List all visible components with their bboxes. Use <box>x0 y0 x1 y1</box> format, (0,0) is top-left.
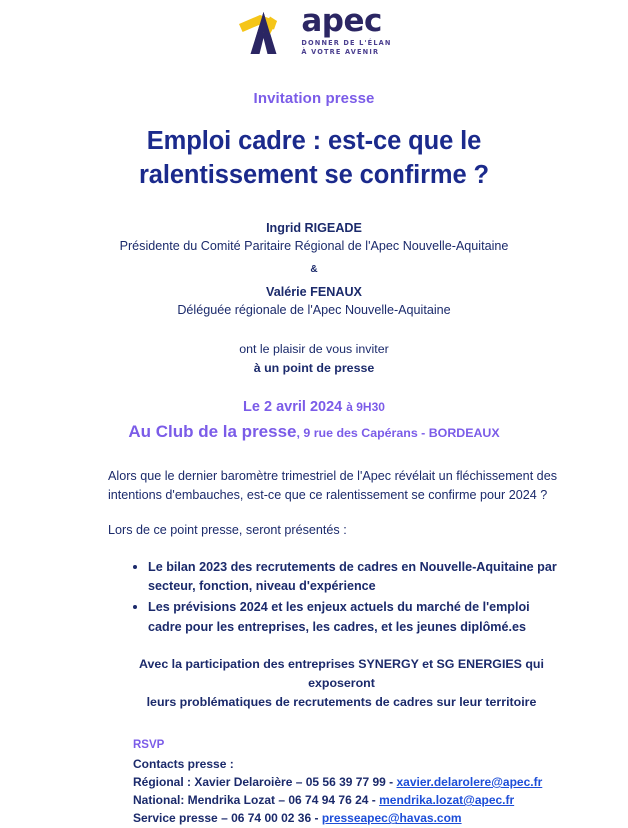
event-details <box>0 397 628 444</box>
contact-regional-text: Régional : Xavier Delaroière – 05 56 39 77 99 - <box>133 774 397 789</box>
contact-national-email[interactable]: mendrika.lozat@apec.fr <box>379 793 515 808</box>
partners-note <box>108 655 558 713</box>
partners-note-line1: Avec la participation des entreprises SYNERGY et SG ENERGIES qui exposeront <box>139 656 544 690</box>
page-title-line2: ralentissement se confirme ? <box>138 160 490 189</box>
apec-logo-mark-icon <box>236 10 292 56</box>
speaker-2-name: Valérie FENAUX <box>266 284 362 299</box>
event-time: à 9H30 <box>346 400 385 415</box>
speaker-1-role: Présidente du Comité Paritaire Régional de l'Apec Nouvelle-Aquitaine <box>119 239 509 254</box>
page-title <box>0 125 628 193</box>
invitation-line2: à un point de presse <box>253 360 375 375</box>
apec-tagline-line2: À VOTRE AVENIR <box>301 48 380 57</box>
list-item: Le bilan 2023 des recrutements de cadres en Nouvelle-Aquitaine par secteur, fonction, niveau d'expérience <box>133 558 558 596</box>
contact-regional-email[interactable]: xavier.delarolere@apec.fr <box>396 774 543 789</box>
partners-note-line2: leurs problématiques de recrutements de cadres sur leur territoire <box>146 695 537 710</box>
contact-row-regional <box>133 773 558 791</box>
invitation-statement <box>0 340 628 377</box>
apec-tagline-line1: DONNER DE L'ÉLAN <box>301 38 392 47</box>
speakers-section <box>0 219 628 320</box>
apec-tagline <box>301 39 391 58</box>
event-date: Le 2 avril 2024 <box>243 399 343 416</box>
event-address: , 9 rue des Capérans - BORDEAUX <box>296 426 500 441</box>
speaker-1-name: Ingrid RIGEADE <box>266 220 362 235</box>
event-venue-line <box>0 420 628 445</box>
rsvp-label: RSVP <box>133 739 165 752</box>
body-paragraph-2: Lors de ce point presse, seront présentés : <box>108 522 347 537</box>
page-title-line1: Emploi cadre : est-ce que le <box>146 127 482 155</box>
apec-logo <box>0 0 628 58</box>
contact-row-service-presse <box>133 809 558 827</box>
event-date-line <box>0 397 628 419</box>
kicker-invitation-presse: Invitation presse <box>253 90 375 107</box>
invitation-line1: ont le plaisir de vous inviter <box>239 342 389 357</box>
speakers-separator: & <box>310 263 318 275</box>
contact-national-text: National: Mendrika Lozat – 06 74 94 76 24 - <box>133 793 380 808</box>
contact-row-national <box>133 791 558 809</box>
contacts-title: Contacts presse : <box>133 756 234 771</box>
speaker-2-role: Déléguée régionale de l'Apec Nouvelle-Aquitaine <box>177 303 451 318</box>
agenda-list <box>108 558 558 637</box>
event-venue: Au Club de la presse <box>128 422 297 442</box>
body-paragraph-1: Alors que le dernier baromètre trimestriel de l'Apec révélait un fléchissement des intentions d'embauches, est-ce que ce ralentissement se confirme pour 2024 ? <box>108 468 557 502</box>
contact-service-presse-email[interactable]: presseapec@havas.com <box>321 811 462 826</box>
apec-wordmark: apec <box>301 3 382 40</box>
apec-logo-text <box>301 3 392 57</box>
body-content <box>0 467 628 828</box>
rsvp-section <box>108 737 558 827</box>
contact-service-presse-text: Service presse – 06 74 00 02 36 - <box>133 811 322 826</box>
list-item: Les prévisions 2024 et les enjeux actuels du marché de l'emploi cadre pour les entreprises, les cadres, et les jeunes diplômé.es <box>133 598 558 636</box>
